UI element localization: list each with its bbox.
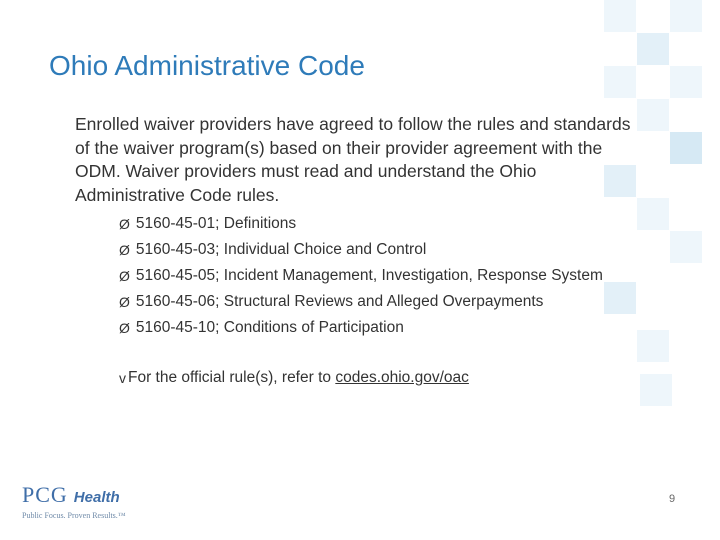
arrow-bullet-icon: Ø	[119, 320, 130, 336]
rule-item	[119, 289, 603, 315]
rule-text: 5160-45-03; Individual Choice and Control	[135, 241, 427, 258]
rule-list	[119, 211, 603, 341]
arrow-bullet-icon: Ø	[119, 268, 130, 284]
logo-tagline: Public Focus. Proven Results.™	[22, 511, 126, 520]
rule-item	[119, 263, 603, 289]
logo-brand: PCG	[22, 482, 68, 507]
rule-item	[119, 237, 603, 263]
rule-item	[119, 211, 603, 237]
slide-title: Ohio Administrative Code	[49, 50, 365, 81]
rule-text: 5160-45-06; Structural Reviews and Alleged Overpayments	[135, 293, 544, 310]
diamond-bullet-icon: v	[119, 370, 126, 386]
arrow-bullet-icon: Ø	[119, 216, 130, 232]
arrow-bullet-icon: Ø	[119, 242, 130, 258]
rule-text: 5160-45-10; Conditions of Participation	[135, 319, 404, 336]
pcg-health-logo	[22, 482, 126, 520]
logo-division: Health	[73, 489, 120, 506]
rule-item	[119, 315, 603, 341]
official-rule-note	[119, 369, 469, 387]
page-number: 9	[669, 493, 676, 505]
intro-paragraph: Enrolled waiver providers have agreed to follow the rules and standards of the waiver program(s) based on their provider agreement with the ODM. Waiver providers must read and understand the Ohio Administrative Code rules.	[75, 114, 631, 205]
arrow-bullet-icon: Ø	[119, 294, 130, 310]
rule-text: 5160-45-01; Definitions	[135, 215, 297, 232]
note-text: For the official rule(s), refer to	[128, 369, 332, 386]
oac-link[interactable]: codes.ohio.gov/oac	[335, 369, 469, 386]
rule-text: 5160-45-05; Incident Management, Investigation, Response System	[135, 267, 603, 284]
